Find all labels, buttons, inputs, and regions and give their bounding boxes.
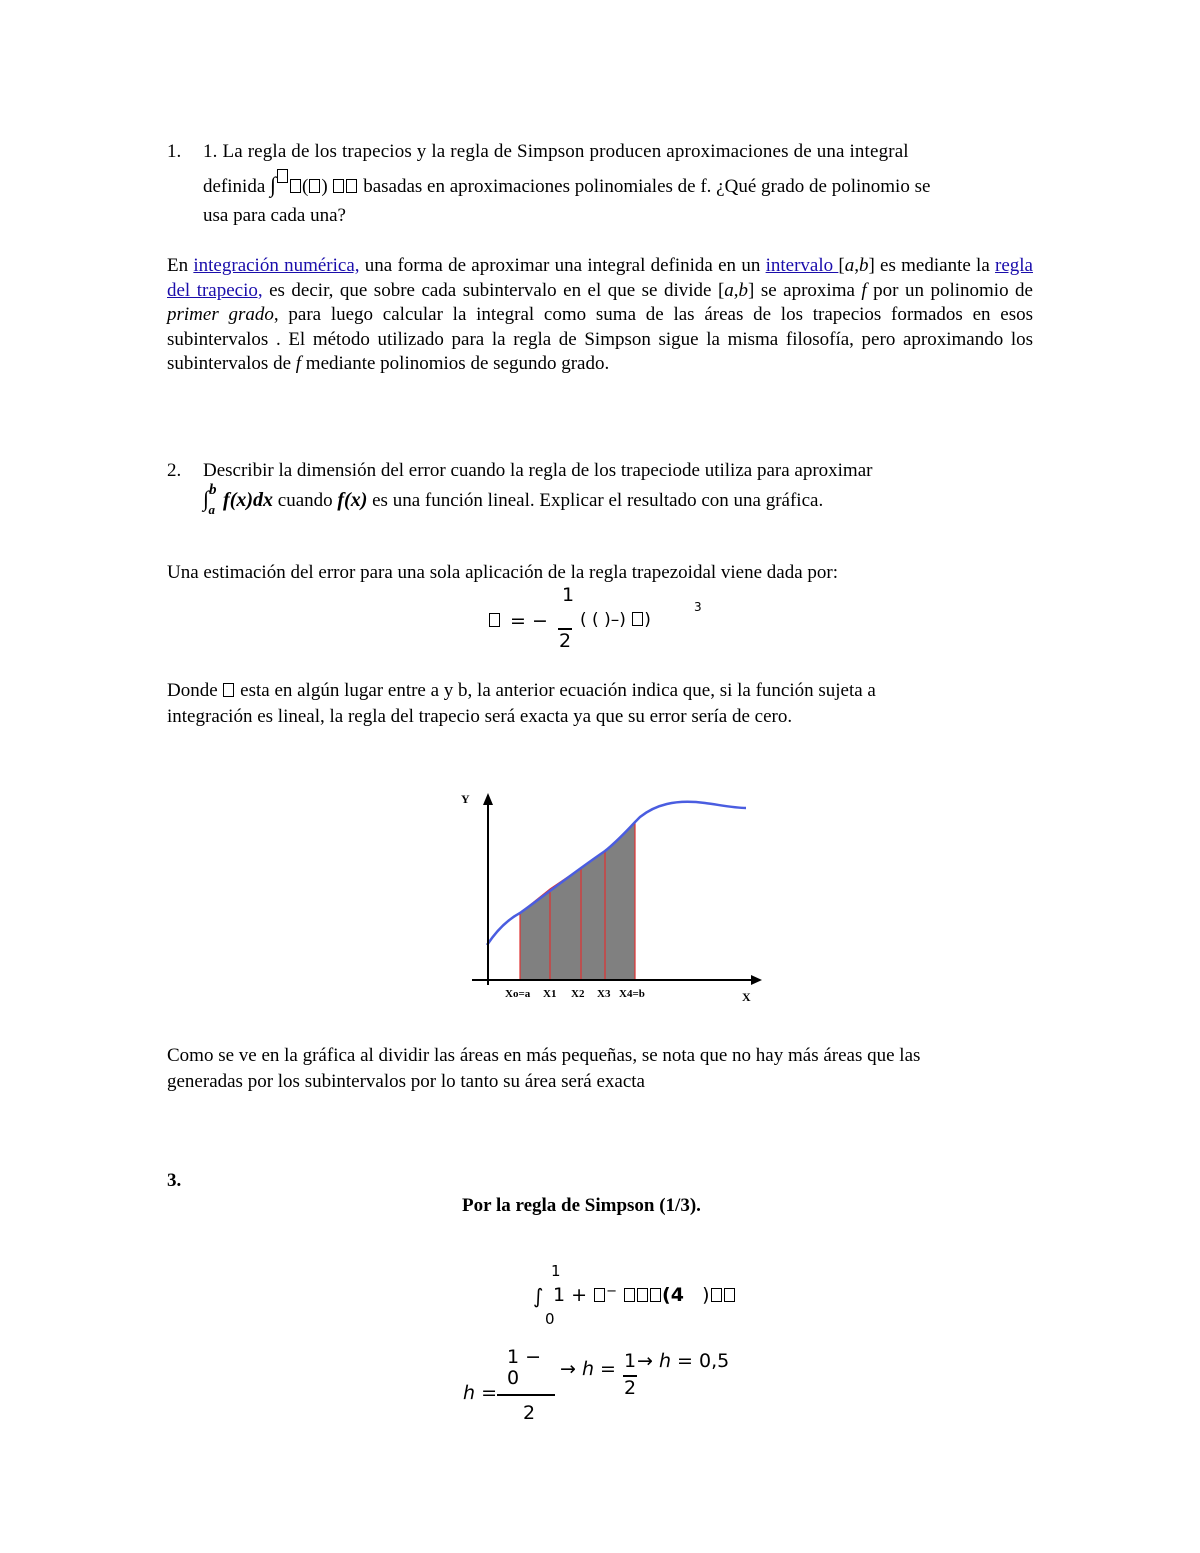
missing-glyph-icon bbox=[290, 179, 301, 193]
a1-text: , bbox=[733, 279, 739, 301]
a1-text: En bbox=[167, 255, 194, 276]
tick-label-x3: X3 bbox=[597, 988, 611, 1000]
formula-arrow: –) bbox=[610, 610, 626, 630]
a1-text: ] es mediante la bbox=[868, 255, 996, 276]
integrand-text: 1 + bbox=[553, 1284, 594, 1306]
h-computation bbox=[463, 1344, 783, 1429]
y-axis-arrow-icon bbox=[483, 793, 493, 805]
h-lhs: ℎ = bbox=[463, 1382, 498, 1404]
a1-text: mediante polinomios de segundo grado. bbox=[301, 353, 610, 375]
var-b: b bbox=[738, 279, 749, 301]
paren-close: ) bbox=[321, 176, 328, 197]
integrand-minus: − bbox=[606, 1284, 617, 1299]
h2-denominator: 2 bbox=[624, 1377, 637, 1399]
integral-icon: ∫ bbox=[203, 486, 210, 511]
var-a: a bbox=[844, 255, 855, 276]
tick-label-x2: X2 bbox=[571, 988, 585, 1000]
formula-num: 1 bbox=[562, 584, 575, 606]
a2b-line1: Como se ve en la gráfica al dividir las áreas en más pequeñas, se nota que no hay más áreas que las bbox=[167, 1045, 921, 1066]
a1-text: por un polinomio de bbox=[866, 279, 1033, 301]
formula-eq: = − bbox=[510, 610, 548, 632]
q2-number: 2. bbox=[167, 460, 182, 481]
h-denominator: 2 bbox=[523, 1402, 536, 1424]
missing-glyph-icon bbox=[309, 179, 320, 193]
missing-glyph-icon bbox=[333, 179, 344, 193]
a1-paragraph bbox=[167, 254, 1033, 377]
missing-glyph-icon bbox=[624, 1288, 635, 1302]
x-axis-arrow-icon bbox=[751, 975, 762, 985]
q2-cuando: cuando bbox=[273, 490, 338, 511]
lower-limit-a: a bbox=[208, 502, 216, 517]
upper-limit-b: b bbox=[209, 482, 217, 498]
a1-text: , bbox=[854, 255, 859, 276]
a2-donde-line2: integración es lineal, la regla del trapecio será exacta ya que su error sería de cero. bbox=[167, 706, 793, 727]
q3-title: Por la regla de Simpson (1/3). bbox=[462, 1195, 701, 1216]
integral-lower-limit: 0 bbox=[545, 1310, 555, 1328]
a1-text: es decir, que sobre cada subintervalo en el que se divide [ bbox=[262, 279, 725, 301]
a2-donde-word: Donde bbox=[167, 680, 218, 701]
q1-number: 1. bbox=[167, 141, 182, 162]
q2-rest: es una función lineal. Explicar el resultado con una gráfica. bbox=[367, 490, 824, 511]
missing-glyph-icon bbox=[650, 1288, 661, 1302]
h-arrow-2: → ℎ = 0,5 bbox=[637, 1350, 730, 1372]
h-numerator-1: 1 − bbox=[507, 1346, 542, 1368]
tick-label-x1: X1 bbox=[543, 988, 557, 1000]
formula-close: ) bbox=[644, 610, 651, 630]
a1-text: , para luego calcular la integral como suma de las áreas de los trapecios formados en esos subintervalos . El método utilizado para la regla de Simpson sigue la misma filosofía, pero aproximando los subintervalos de bbox=[167, 304, 1033, 375]
h2-numerator: 1 bbox=[624, 1350, 637, 1372]
integral-icon: ∫ bbox=[533, 1284, 544, 1308]
tick-label-x0: Xo=a bbox=[505, 988, 531, 1000]
link-intervalo[interactable]: intervalo bbox=[765, 255, 839, 276]
tick-label-x4: X4=b bbox=[619, 988, 645, 1000]
integral-icon: ∫ bbox=[270, 172, 277, 197]
var-f: f bbox=[295, 353, 302, 375]
link-regla-del-trapecio[interactable]: regla del trapecio, bbox=[167, 255, 1033, 301]
a1-text: ] se aproxima bbox=[748, 279, 862, 301]
a2b-line2: generadas por los subintervalos por lo tanto su área será exacta bbox=[167, 1071, 645, 1092]
formula-exponent: 3 bbox=[694, 600, 702, 614]
paren-open: ( bbox=[302, 176, 309, 197]
h-numerator-2: 0 bbox=[507, 1367, 520, 1389]
integrand-bold4: (4 bbox=[662, 1284, 684, 1306]
integral-upper-limit: 1 bbox=[551, 1262, 561, 1280]
missing-glyph-icon bbox=[594, 1288, 605, 1302]
a2-intro: Una estimación del error para una sola aplicación de la regla trapezoidal viene dada por: bbox=[167, 562, 839, 583]
missing-glyph-icon bbox=[637, 1288, 648, 1302]
missing-glyph-icon bbox=[346, 179, 357, 193]
link-integracion-numerica[interactable]: integración numérica, bbox=[193, 255, 360, 276]
q2-line1: Describir la dimensión del error cuando la regla de los trapeciode utiliza para aproximar bbox=[203, 460, 873, 481]
trapezoid-chart bbox=[450, 785, 770, 1015]
fx: f(x) bbox=[337, 489, 368, 511]
q1-definida: definida bbox=[203, 176, 266, 197]
missing-glyph-icon bbox=[711, 1288, 722, 1302]
missing-glyph-icon bbox=[277, 169, 288, 183]
q1-line3: usa para cada una? bbox=[203, 205, 346, 226]
fxdx: f(x)dx bbox=[223, 489, 274, 511]
var-f: f bbox=[861, 279, 867, 301]
y-axis-label: Y bbox=[461, 792, 470, 806]
q3-number: 3. bbox=[167, 1170, 182, 1191]
var-a: a bbox=[724, 279, 734, 301]
integrand bbox=[553, 1284, 736, 1306]
simpson-integral bbox=[533, 1262, 793, 1332]
a1-text: [ bbox=[838, 255, 845, 276]
formula-den: 2 bbox=[559, 630, 572, 652]
formula-paren: ( ( ) bbox=[580, 610, 611, 630]
h-arrow-1: → ℎ = bbox=[560, 1358, 616, 1380]
primer-grado: primer grado bbox=[167, 304, 274, 326]
q1-line1: 1. La regla de los trapecios y la regla de Simpson producen aproximaciones de una integral bbox=[203, 141, 909, 162]
q2-line2 bbox=[203, 482, 824, 517]
integrand-close: ) bbox=[702, 1284, 710, 1306]
h-fraction-bar bbox=[497, 1394, 555, 1396]
a1-text: una forma de aproximar una integral definida en un bbox=[359, 255, 766, 276]
q1-line2 bbox=[203, 172, 930, 198]
var-b: b bbox=[858, 255, 869, 276]
missing-glyph-icon bbox=[724, 1288, 735, 1302]
missing-glyph-icon bbox=[632, 612, 643, 626]
a2-donde-text: esta en algún lugar entre a y b, la anterior ecuación indica que, si la función sujeta a bbox=[235, 680, 876, 701]
x-axis-label: X bbox=[742, 990, 751, 1004]
missing-glyph-icon bbox=[223, 683, 234, 697]
q1-line2-rest: basadas en aproximaciones polinomiales de f. ¿Qué grado de polinomio se bbox=[363, 176, 931, 197]
missing-glyph-icon bbox=[489, 613, 500, 627]
formula-body bbox=[580, 610, 651, 630]
a2-donde-line1 bbox=[167, 680, 876, 702]
error-formula bbox=[488, 584, 728, 664]
